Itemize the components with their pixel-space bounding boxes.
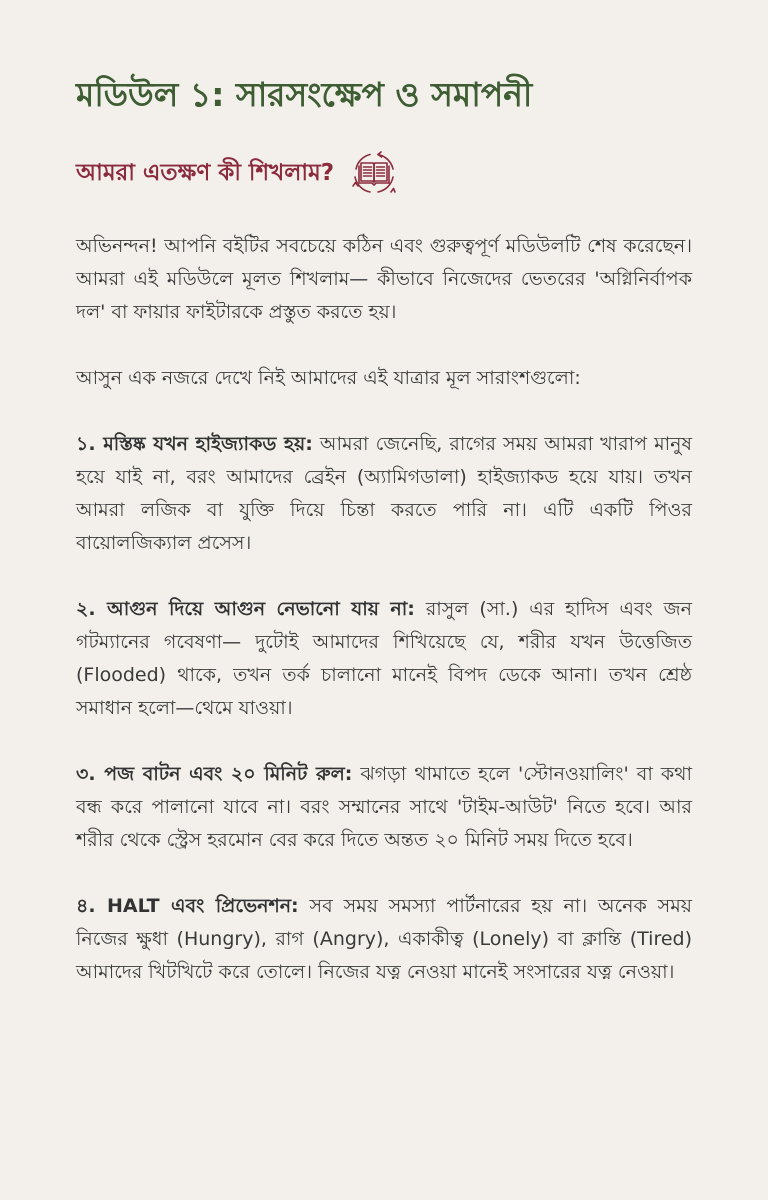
intro-paragraph: অভিনন্দন! আপনি বইটির সবচেয়ে কঠিন এবং গুরুত্বপূর্ণ মডিউলটি শেষ করেছেন। আমরা এই মডিউলে মূলত শিখলাম— কীভাবে নিজেদের ভেতরের 'অগ্নিনির্বাপক দল' বা ফায়ার ফাইটারকে প্রস্তুত করতে হয়। xyxy=(76,235,692,323)
summary-point-body: রাসুল (সা.) এর হাদিস এবং জন গটম্যানের গবেষণা— দুটোই আমাদের শিখিয়েছে যে, শরীর যখন উত্তেজিত (Flooded) থাকে, তখন তর্ক চালানো মানেই বিপদ ডেকে আনা। তখন শ্রেষ্ঠ সমাধান হলো—থেমে যাওয়া। xyxy=(76,598,693,719)
summary-point-4 xyxy=(76,890,692,989)
section-subtitle: আমরা এতক্ষণ কী শিখলাম? xyxy=(76,160,335,186)
summary-point-1 xyxy=(76,428,692,560)
summary-point-heading: ১. মস্তিষ্ক যখন হাইজ্যাকড হয়: xyxy=(76,433,313,455)
book-cycle-icon xyxy=(348,147,400,199)
summary-point-body: আমরা জেনেছি, রাগের সময় আমরা খারাপ মানুষ হয়ে যাই না, বরং আমাদের ব্রেইন (অ্যামিগডালা) হাইজ্যাকড হয়ে যায়। তখন আমরা লজিক বা যুক্তি দিয়ে চিন্তা করতে পারি না। এটি একটি পিওর বায়োলজিক্যাল প্রসেস। xyxy=(76,433,693,554)
summary-point-2 xyxy=(76,593,692,725)
summary-point-3 xyxy=(76,758,692,857)
intro-lead-in: আসুন এক নজরে দেখে নিই আমাদের এই যাত্রার মূল সারাংশগুলো: xyxy=(76,367,581,389)
summary-point-body: সব সময় সমস্যা পার্টনারের হয় না। অনেক সময় নিজের ক্ষুধা (Hungry), রাগ (Angry), একাকীত্ব (Lonely) বা ক্লান্তি (Tired) আমাদের খিটখিটে করে তোলে। নিজের যত্ন নেওয়া মানেই সংসারের যত্ন নেওয়া। xyxy=(76,895,692,983)
summary-content xyxy=(76,230,692,989)
module-title: মডিউল ১: সারসংক্ষেপ ও সমাপনী xyxy=(76,75,533,114)
summary-point-heading: ২. আগুন দিয়ে আগুন নেভানো যায় না: xyxy=(76,598,415,620)
summary-point-heading: ৪. HALT এবং প্রিভেনশন: xyxy=(76,895,299,917)
summary-point-heading: ৩. পজ বাটন এবং ২০ মিনিট রুল: xyxy=(76,763,353,785)
subtitle-row xyxy=(76,144,692,202)
summary-point-body: ঝগড়া থামাতে হলে 'স্টোনওয়ালিং' বা কথা বন্ধ করে পালানো যাবে না। বরং সম্মানের সাথে 'টাইম-আউট' নিতে হবে। আর শরীর থেকে স্ট্রেস হরমোন বের করে দিতে অন্তত ২০ মিনিট সময় দিতে হবে। xyxy=(76,763,692,851)
